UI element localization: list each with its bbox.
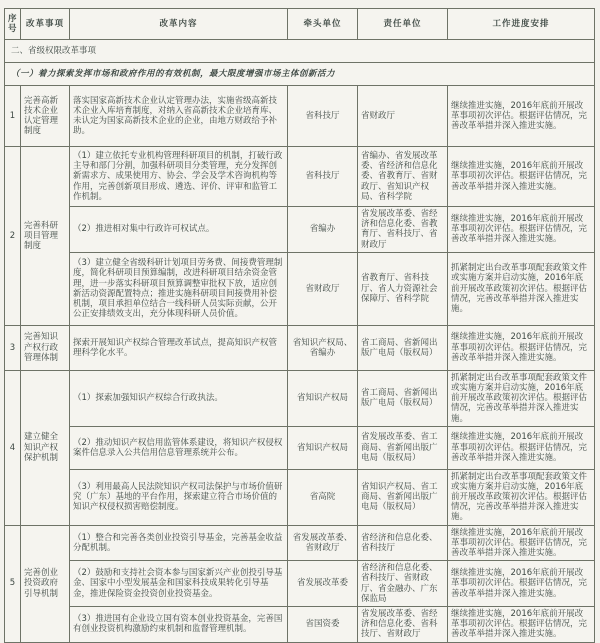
responsible-unit-cell: 省财政厅 <box>358 86 448 147</box>
column-header-progress: 工作进度安排 <box>448 9 595 40</box>
seq-cell: 1 <box>5 86 21 147</box>
column-header-content: 改革内容 <box>70 9 288 40</box>
progress-cell: 继续推进实施，2016年底前开展改革事项初次评估。根据评估情况，完善改革举措并深入推进实施。 <box>448 147 595 207</box>
progress-cell: 继续推进实施，2016年底前开展改革事项初次评估。根据评估情况，完善改革举措并深入推进实施。 <box>448 86 595 147</box>
progress-cell: 继续推进实施，2016年底前开展改革事项初次评估。根据评估情况，完善改革举措并深入推进实施。 <box>448 525 595 561</box>
table-row <box>5 370 595 426</box>
content-cell: （2）推进相对集中行政许可权试点。 <box>70 207 288 253</box>
lead-unit-cell: 省知识产权局、省编办 <box>288 325 358 370</box>
content-cell: （1）整合和完善各类创业投资引导基金，完善基金收益分配机制。 <box>70 525 288 561</box>
responsible-unit-cell: 省编办、省发展改革委、省经济和信息化委、省教育厅、省财政厅、省知识产权局、省科学院 <box>358 147 448 207</box>
column-header-lead-unit: 牵头单位 <box>288 9 358 40</box>
table-row <box>5 325 595 370</box>
content-cell: （2）推动知识产权信用监管体系建设，将知识产权侵权案件信息录入公共信用信息管理系统并公布。 <box>70 426 288 469</box>
progress-cell: 继续推进实施，2016年底前开展改革事项初次评估。根据评估情况，完善改革举措并深入推进实施。 <box>448 606 595 642</box>
progress-cell: 继续推进实施，2016年底前开展改革事项初次评估。根据评估情况，完善改革举措并深入推进实施。 <box>448 561 595 607</box>
responsible-unit-cell: 省工商局、省新闻出版广电局（版权局） <box>358 370 448 426</box>
table-row <box>5 86 595 147</box>
content-cell: （1）探索加强知识产权综合行政执法。 <box>70 370 288 426</box>
item-name-cell: 完善科研项目管理制度 <box>21 147 70 326</box>
responsible-unit-cell: 省经济和信息化委、省科技厅 <box>358 525 448 561</box>
content-cell: （2）鼓励和支持社会资本参与国家新兴产业创投引导基金、国家中小型发展基金和国家科技成果转化引导基金，推进保险资金投资创业投资基金。 <box>70 561 288 607</box>
seq-cell: 3 <box>5 325 21 370</box>
reform-items-table <box>4 8 595 643</box>
responsible-unit-cell: 省发展改革委、省工商局、省新闻出版广电局（版权局） <box>358 426 448 469</box>
column-header-responsible-unit: 责任单位 <box>358 9 448 40</box>
seq-cell: 2 <box>5 147 21 326</box>
content-cell: （3）推进国有企业设立国有资本创业投资基金，完善国有创业投资机构激励约束机制和监督管理机制。 <box>70 606 288 642</box>
seq-cell: 5 <box>5 525 21 642</box>
content-cell: （3）利用最高人民法院知识产权司法保护与市场价值研究（广东）基地的平台作用，探索建立符合市场价值的知识产权侵权损害赔偿制度。 <box>70 469 288 525</box>
table-row <box>5 147 595 207</box>
lead-unit-cell: 省编办 <box>288 207 358 253</box>
table-row <box>5 525 595 561</box>
lead-unit-cell: 省国资委 <box>288 606 358 642</box>
table-row <box>5 561 595 607</box>
progress-cell: 继续推进实施，2016年底前开展改革事项初次评估。根据评估情况，完善改革举措并深入推进实施。 <box>448 426 595 469</box>
item-name-cell: 完善创业投资政府引导机制 <box>21 525 70 642</box>
item-name-cell: 建立健全知识产权保护机制 <box>21 370 70 525</box>
table-row <box>5 469 595 525</box>
lead-unit-cell: 省发展改革委、省财政厅 <box>288 525 358 561</box>
responsible-unit-cell: 省经济和信息化委、省科技厅、省财政厅、省金融办、广东保监局 <box>358 561 448 607</box>
responsible-unit-cell: 省工商局、省新闻出版广电局（版权局） <box>358 325 448 370</box>
seq-cell: 4 <box>5 370 21 525</box>
lead-unit-cell: 省财政厅 <box>288 252 358 325</box>
table-row <box>5 426 595 469</box>
column-header-no: 序号 <box>5 9 21 40</box>
subsection-row <box>5 63 595 86</box>
content-cell: （1）建立依托专业机构管理科研项目的机制，打破行政主导和部门分割，加强科研项目分类管理，充分发挥创新需求方、成果使用方、协会、学会及学术咨询机构等作用，完善创新项目形成、遴选、评价、评审和监管工作机制。 <box>70 147 288 207</box>
lead-unit-cell: 省发展改革委 <box>288 561 358 607</box>
item-name-cell: 完善高新技术企业认定管理制度 <box>21 86 70 147</box>
lead-unit-cell: 省知识产权局 <box>288 426 358 469</box>
responsible-unit-cell: 省教育厅、省科技厅、省人力资源社会保障厅、省科学院 <box>358 252 448 325</box>
table-row <box>5 606 595 642</box>
responsible-unit-cell: 省发展改革委、省经济和信息化委、省教育厅、省科技厅、省财政厅 <box>358 207 448 253</box>
progress-cell: 继续推进实施，2016年底前开展改革事项初次评估。根据评估情况，完善改革举措并深入推进实施。 <box>448 325 595 370</box>
progress-cell: 抓紧制定出台改革事项配套政策文件或实施方案并启动实施，2016年底前开展改革政策初次评估。根据评估情况，完善改革举措并深入推进实施。 <box>448 252 595 325</box>
lead-unit-cell: 省高院 <box>288 469 358 525</box>
header-row <box>5 9 595 40</box>
section-row <box>5 40 595 63</box>
item-name-cell: 完善知识产权行政管理体制 <box>21 325 70 370</box>
content-cell: 落实国家高新技术企业认定管理办法，实施省级高新技术企业入库培育制度，对纳入省高新技术企业培育库、未认定为国家高新技术企业的企业，由地方财政给予补助。 <box>70 86 288 147</box>
subsection-title: （一）着力探索发挥市场和政府作用的有效机制，最大限度增强市场主体创新活力 <box>5 63 595 86</box>
column-header-item: 改革事项 <box>21 9 70 40</box>
progress-cell: 抓紧制定出台改革事项配套政策文件或实施方案并启动实施，2016年底前开展改革政策初次评估。根据评估情况，完善改革举措并深入推进实施。 <box>448 469 595 525</box>
progress-cell: 继续推进实施，2016年底前开展改革事项初次评估。根据评估情况，完善改革举措并深入推进实施。 <box>448 207 595 253</box>
table-row <box>5 252 595 325</box>
table-row <box>5 207 595 253</box>
content-cell: 探索开展知识产权综合管理改革试点，提高知识产权管理科学化水平。 <box>70 325 288 370</box>
section-title: 二、省级权限改革事项 <box>5 40 595 63</box>
lead-unit-cell: 省科技厅 <box>288 147 358 207</box>
content-cell: （3）建立健全省级科研计划项目劳务费、间接费管理制度，简化科研项目预算编制，改进科研项目结余资金管理，进一步落实科研项目预算调整审批权下放，适应创新活动资源配置特点；推进实施科研项目间接费用补偿机制，项目承担单位结合一线科研人员实际贡献，公开公正安排绩效支出，充分体现科研人员价值。 <box>70 252 288 325</box>
responsible-unit-cell: 省发展改革委、省经济和信息化委、省科技厅、省财政厅 <box>358 606 448 642</box>
lead-unit-cell: 省知识产权局 <box>288 370 358 426</box>
responsible-unit-cell: 省知识产权局、省工商局、省新闻出版广电局（版权局） <box>358 469 448 525</box>
lead-unit-cell: 省科技厅 <box>288 86 358 147</box>
progress-cell: 抓紧制定出台改革事项配套政策文件或实施方案并启动实施，2016年底前开展改革政策初次评估。根据评估情况，完善改革举措并深入推进实施。 <box>448 370 595 426</box>
